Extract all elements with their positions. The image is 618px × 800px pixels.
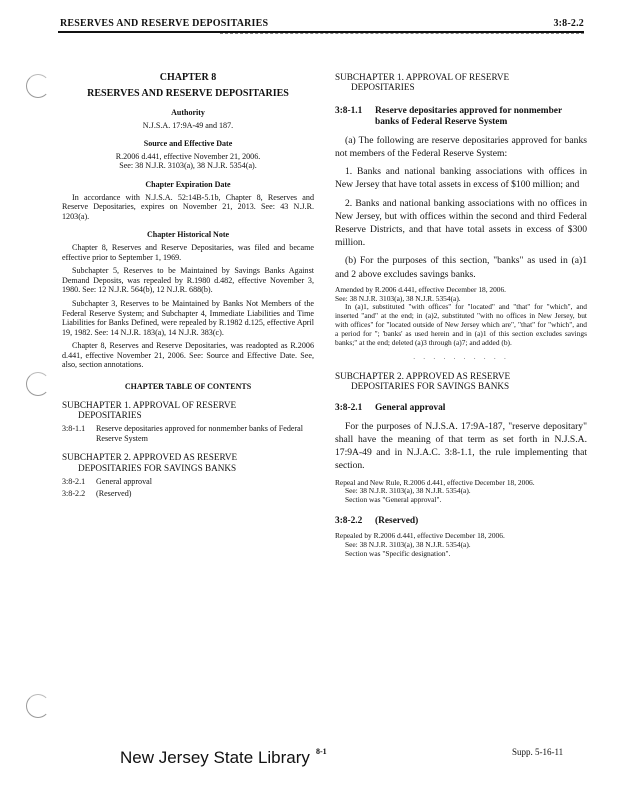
toc-entry-title: General approval bbox=[96, 477, 152, 487]
punch-hole-top bbox=[26, 74, 50, 98]
toc-heading: CHAPTER TABLE OF CONTENTS bbox=[124, 382, 252, 392]
authority-heading: Authority bbox=[171, 108, 205, 117]
history-note-4: Chapter 8, Reserves and Reserve Depositaries, was readopted as R.2006 d.441, effective November 21, 2006. See: Source and Effective Date. See, also, section annotations. bbox=[62, 341, 314, 370]
library-stamp: New Jersey State Library bbox=[120, 748, 310, 767]
punch-hole-middle bbox=[26, 372, 50, 396]
subchapter-2-heading bbox=[335, 371, 587, 392]
section-paragraph: For the purposes of N.J.S.A. 17:9A-187, "reserve depositary" shall have the meaning of that term as set forth in N.J.S.A. 17:9A-49 and in N.J.A.C. 3:8-1.1, the rule implementing that section. bbox=[335, 420, 587, 472]
section-title: (Reserved) bbox=[375, 516, 419, 527]
subchapter-2-line-2: DEPOSITARIES FOR SAVINGS BANKS bbox=[351, 381, 510, 392]
section-3-8-1-1-title bbox=[335, 106, 587, 128]
repeal-note-1: Repealed by R.2006 d.441, effective December 18, 2006. bbox=[335, 531, 505, 541]
source-heading: Source and Effective Date bbox=[143, 139, 233, 149]
toc-subchapter-2-line-2: DEPOSITARIES FOR SAVINGS BANKS bbox=[78, 462, 237, 473]
amendment-note-3: In (a)1, substituted "with offices" for "located" and "that" for "which", and inserted "and" at the end; in (a)2, substituted "with no offices in New Jersey, but with offices" for "located outside of New Jersey which are", "that" for "which", and a period for "; 'banks' as used herein and in (a)1 of this section excludes savings banks;" at the end; deleted (a)3 through (a)7; and added (b). bbox=[335, 302, 587, 347]
left-column bbox=[62, 72, 314, 498]
chapter-title: RESERVES AND RESERVE DEPOSITARIES bbox=[87, 88, 289, 99]
toc-subchapter-2 bbox=[62, 452, 314, 473]
section-divider: · · · · · · · · · · bbox=[412, 355, 510, 364]
amendment-note-2: See: 38 N.J.R. 3103(a), 38 N.J.R. 5354(a). bbox=[335, 293, 461, 303]
toc-subchapter-1 bbox=[62, 400, 314, 421]
section-paragraph-b: (b) For the purposes of this section, "banks" as used in (a)1 and 2 above excludes savings banks. bbox=[335, 255, 587, 280]
subchapter-2-line-1: SUBCHAPTER 2. APPROVED AS RESERVE bbox=[335, 371, 511, 382]
toc-entry-number: 3:8-2.1 bbox=[62, 477, 86, 487]
source-line-2: See: 38 N.J.R. 3103(a), 38 N.J.R. 5354(a). bbox=[119, 161, 257, 171]
history-heading: Chapter Historical Note bbox=[146, 230, 230, 240]
expiration-heading: Chapter Expiration Date bbox=[145, 179, 231, 189]
subchapter-1-line-2: DEPOSITARIES bbox=[351, 82, 415, 93]
header-dashed-rule bbox=[220, 33, 584, 34]
section-3-8-2-2-title bbox=[335, 516, 587, 527]
history-note-1: Chapter 8, Reserves and Reserve Depositaries, was filed and became effective prior to September 1, 1969. bbox=[62, 242, 314, 262]
repeal-note-2: See: 38 N.J.R. 3103(a), 38 N.J.R. 5354(a). bbox=[345, 486, 471, 496]
subchapter-1-heading bbox=[335, 72, 587, 93]
page-number: 8-1 bbox=[316, 747, 327, 756]
toc-entry-number: 3:8-2.2 bbox=[62, 488, 86, 498]
repeal-note-2: See: 38 N.J.R. 3103(a), 38 N.J.R. 5354(a). bbox=[345, 539, 471, 549]
chapter-number: CHAPTER 8 bbox=[159, 72, 217, 83]
toc-entry[interactable] bbox=[62, 489, 314, 498]
repeal-note-3: Section was "General approval". bbox=[345, 495, 442, 505]
toc-entry-title: Reserve depositaries approved for nonmember banks of Federal Reserve System bbox=[96, 424, 303, 443]
section-number: 3:8-1.1 bbox=[335, 105, 363, 116]
repeal-note-3: Section was "Specific designation". bbox=[345, 548, 451, 558]
supplement-date: Supp. 5-16-11 bbox=[512, 747, 564, 757]
amendment-note-1: Amended by R.2006 d.441, effective December 18, 2006. bbox=[335, 284, 507, 294]
toc-subchapter-2-line-1: SUBCHAPTER 2. APPROVED AS RESERVE bbox=[62, 452, 238, 463]
toc-entry[interactable] bbox=[62, 477, 314, 486]
punch-hole-bottom bbox=[26, 694, 50, 718]
toc-subchapter-1-line-2: DEPOSITARIES bbox=[78, 410, 142, 421]
expiration-text: In accordance with N.J.S.A. 52:14B-5.1b, Chapter 8, Reserves and Reserve Depositaries, expires on November 21, 2013. See: 43 N.J.R. 1203(a). bbox=[62, 192, 314, 221]
section-number: 3:8-2.2 bbox=[335, 516, 363, 527]
toc-entry-number: 3:8-1.1 bbox=[62, 424, 86, 434]
section-title: General approval bbox=[375, 402, 446, 413]
history-note-3: Subchapter 3, Reserves to be Maintained by Banks Not Members of the Federal Reserve System; and Subchapter 4, Immediate Liabilities and Time Liabilities for Banks Defined, were repealed by R.1982 d.125, effective April 19, 1982. See: 14 N.J.R. 183(a), 14 N.J.R. 383(c). bbox=[62, 298, 314, 337]
section-3-8-2-1-title bbox=[335, 403, 587, 414]
section-paragraph-a2: 2. Banks and national banking associations with no offices in New Jersey, but with offices within the second and third Federal Reserve Districts, and that have total assets in excess of $300 million. bbox=[335, 197, 587, 249]
repeal-note-1: Repeal and New Rule, R.2006 d.441, effective December 18, 2006. bbox=[335, 477, 535, 487]
right-column bbox=[335, 72, 587, 558]
section-number: 3:8-2.1 bbox=[335, 402, 363, 413]
section-paragraph-a: (a) The following are reserve depositaries approved for banks not members of the Federal Reserve System: bbox=[335, 134, 587, 160]
toc-entry-title: (Reserved) bbox=[96, 488, 132, 498]
header-section: 3:8-2.2 bbox=[553, 18, 584, 29]
toc-subchapter-1-line-1: SUBCHAPTER 1. APPROVAL OF RESERVE bbox=[62, 399, 237, 410]
authority-text: N.J.S.A. 17:9A-49 and 187. bbox=[142, 120, 234, 130]
header-title: RESERVES AND RESERVE DEPOSITARIES bbox=[60, 18, 269, 29]
history-note-2: Subchapter 5, Reserves to be Maintained by Savings Banks Against Demand Deposits, was repealed by R.1980 d.482, effective November 3, 1980. See: 12 N.J.R. 564(b), 12 N.J.R. 688(b). bbox=[62, 266, 314, 295]
subchapter-1-line-1: SUBCHAPTER 1. APPROVAL OF RESERVE bbox=[335, 72, 510, 82]
source-line-1: R.2006 d.441, effective November 21, 2006. bbox=[115, 151, 261, 161]
section-title: Reserve depositaries approved for nonmember banks of Federal Reserve System bbox=[375, 105, 562, 127]
section-paragraph-a1: 1. Banks and national banking associations with offices in New Jersey that have total assets in excess of $100 million; and bbox=[335, 166, 587, 191]
toc-entry[interactable] bbox=[62, 424, 314, 443]
